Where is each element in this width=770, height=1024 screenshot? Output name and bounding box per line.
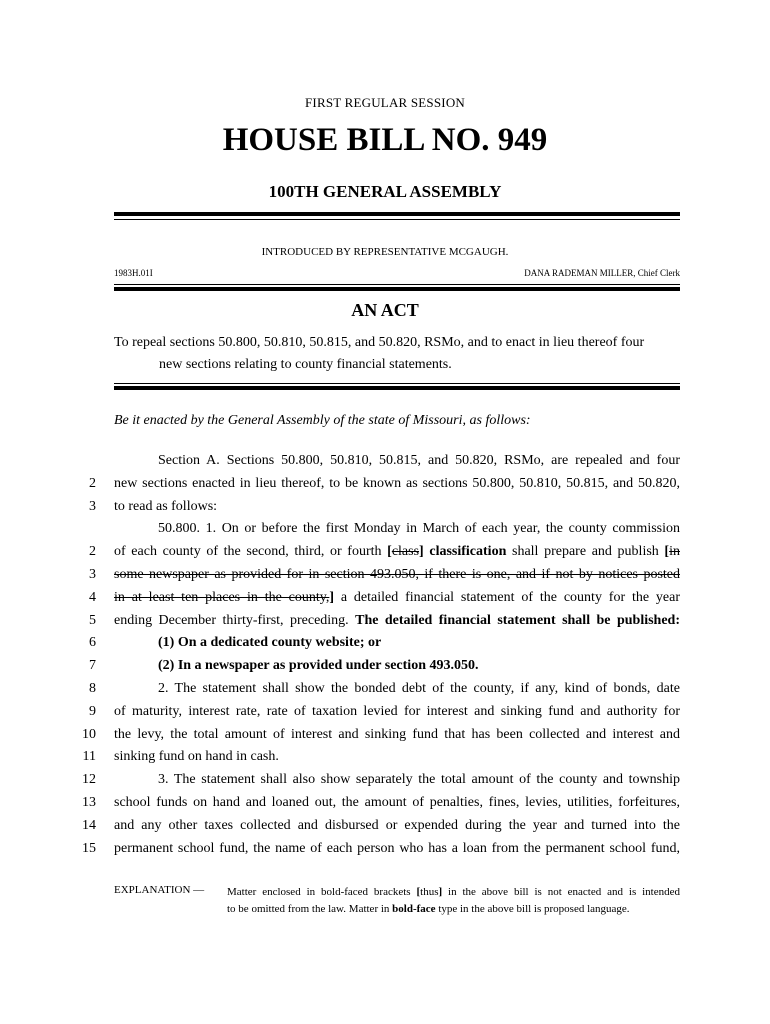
- body-text: new sections enacted in lieu thereof, to be known as sections 50.800, 50.810, 50.815, and 50.820,: [114, 475, 680, 491]
- purpose-rule-thin: [114, 383, 680, 384]
- body-text: of maturity, interest rate, rate of taxation levied for interest and sinking fund and authority for: [114, 703, 680, 719]
- body-line: [0, 450, 770, 473]
- body-line: [0, 701, 770, 724]
- body-text: Section A. Sections 50.800, 50.810, 50.815, and 50.820, RSMo, are repealed and four: [158, 453, 680, 468]
- line-number: 7: [89, 658, 96, 674]
- act-purpose: [114, 332, 680, 376]
- introduced-by: INTRODUCED BY REPRESENTATIVE MCGAUGH.: [261, 246, 509, 258]
- header-rule-mid-thin: [114, 284, 680, 285]
- body-line: [0, 815, 770, 838]
- enacting-clause: Be it enacted by the General Assembly of the state of Missouri, as follows:: [114, 413, 531, 428]
- body-text: sinking fund on hand in cash.: [114, 749, 279, 765]
- body-line: [0, 518, 770, 541]
- purpose-line-1: To repeal sections 50.800, 50.810, 50.815, and 50.820, RSMo, and to enact in lieu thereof four: [114, 335, 645, 350]
- line-number: 9: [89, 703, 96, 719]
- line-number: 12: [82, 772, 96, 788]
- body-text: 2. The statement shall show the bonded debt of the county, if any, kind of bonds, date: [158, 680, 680, 696]
- session-label: FIRST REGULAR SESSION: [305, 95, 465, 110]
- body-text: to read as follows:: [114, 498, 218, 514]
- line-number: 10: [82, 726, 96, 742]
- line-number: 5: [89, 612, 96, 628]
- body-text: 50.800. 1. On or before the first Monday in March of each year, the county commission: [158, 521, 680, 537]
- line-number: 14: [82, 817, 96, 833]
- body-text: 3. The statement shall also show separately the total amount of the county and township: [158, 772, 680, 788]
- line-number: 11: [82, 749, 96, 765]
- body-line: [0, 496, 770, 519]
- body-line: [0, 746, 770, 769]
- explanation-label: EXPLANATION —: [114, 884, 205, 896]
- line-number: 2: [89, 544, 96, 560]
- body-text: ending December thirty-first, preceding. The detailed financial statement shall be published:: [114, 612, 680, 628]
- explanation-line-1: Matter enclosed in bold-faced brackets [thus] in the above bill is not enacted and is intended: [227, 886, 680, 898]
- bill-body: [0, 450, 770, 860]
- body-line: [0, 678, 770, 701]
- body-text: the levy, the total amount of interest and sinking fund that has been collected and interest and: [114, 726, 680, 742]
- line-number: 13: [82, 794, 96, 810]
- body-text: of each county of the second, third, or fourth [class] classification shall prepare and publish [in: [114, 544, 680, 560]
- line-number: 4: [89, 589, 96, 605]
- header-rule-top: [114, 212, 680, 216]
- body-text: and any other taxes collected and disbursed or expended during the year and turned into the: [114, 817, 680, 833]
- body-text-added: (1) On a dedicated county website; or: [158, 635, 382, 651]
- line-number: 6: [89, 635, 96, 651]
- body-line: [0, 769, 770, 792]
- body-line: [0, 655, 770, 678]
- line-number: 15: [82, 840, 96, 856]
- body-line: [0, 473, 770, 496]
- header-rule-mid: [114, 287, 680, 291]
- purpose-rule: [114, 386, 680, 390]
- body-line: [0, 792, 770, 815]
- body-text-deleted: some newspaper as provided for in section 493.050, if there is one, and if not by notices posted: [114, 566, 680, 582]
- body-line: [0, 632, 770, 655]
- body-line: [0, 724, 770, 747]
- bill-title: HOUSE BILL NO. 949: [222, 122, 548, 158]
- body-line: [0, 564, 770, 587]
- purpose-line-2: new sections relating to county financial statements.: [159, 357, 452, 372]
- bill-code: 1983H.01I: [114, 268, 153, 278]
- body-line: [0, 587, 770, 610]
- body-text: permanent school fund, the name of each person who has a loan from the permanent school fund,: [114, 840, 680, 856]
- body-text: in at least ten places in the county,] a detailed financial statement of the county for the year: [114, 589, 680, 605]
- body-text: school funds on hand and loaned out, the amount of penalties, fines, levies, utilities, forfeitures,: [114, 794, 680, 810]
- body-text-added: (2) In a newspaper as provided under section 493.050.: [158, 658, 479, 674]
- chief-clerk: DANA RADEMAN MILLER, Chief Clerk: [524, 268, 680, 278]
- header-rule-top-thin: [114, 219, 680, 220]
- line-number: 3: [89, 498, 96, 514]
- line-number: 2: [89, 475, 96, 491]
- body-line: [0, 610, 770, 633]
- assembly-label: 100TH GENERAL ASSEMBLY: [268, 182, 502, 201]
- explanation-line-2: to be omitted from the law. Matter in bold-face type in the above bill is proposed language.: [227, 903, 630, 915]
- explanation-text: [227, 884, 680, 918]
- body-line: [0, 838, 770, 861]
- act-heading: AN ACT: [351, 300, 419, 320]
- body-line: [0, 541, 770, 564]
- line-number: 8: [89, 680, 96, 696]
- line-number: 3: [89, 566, 96, 582]
